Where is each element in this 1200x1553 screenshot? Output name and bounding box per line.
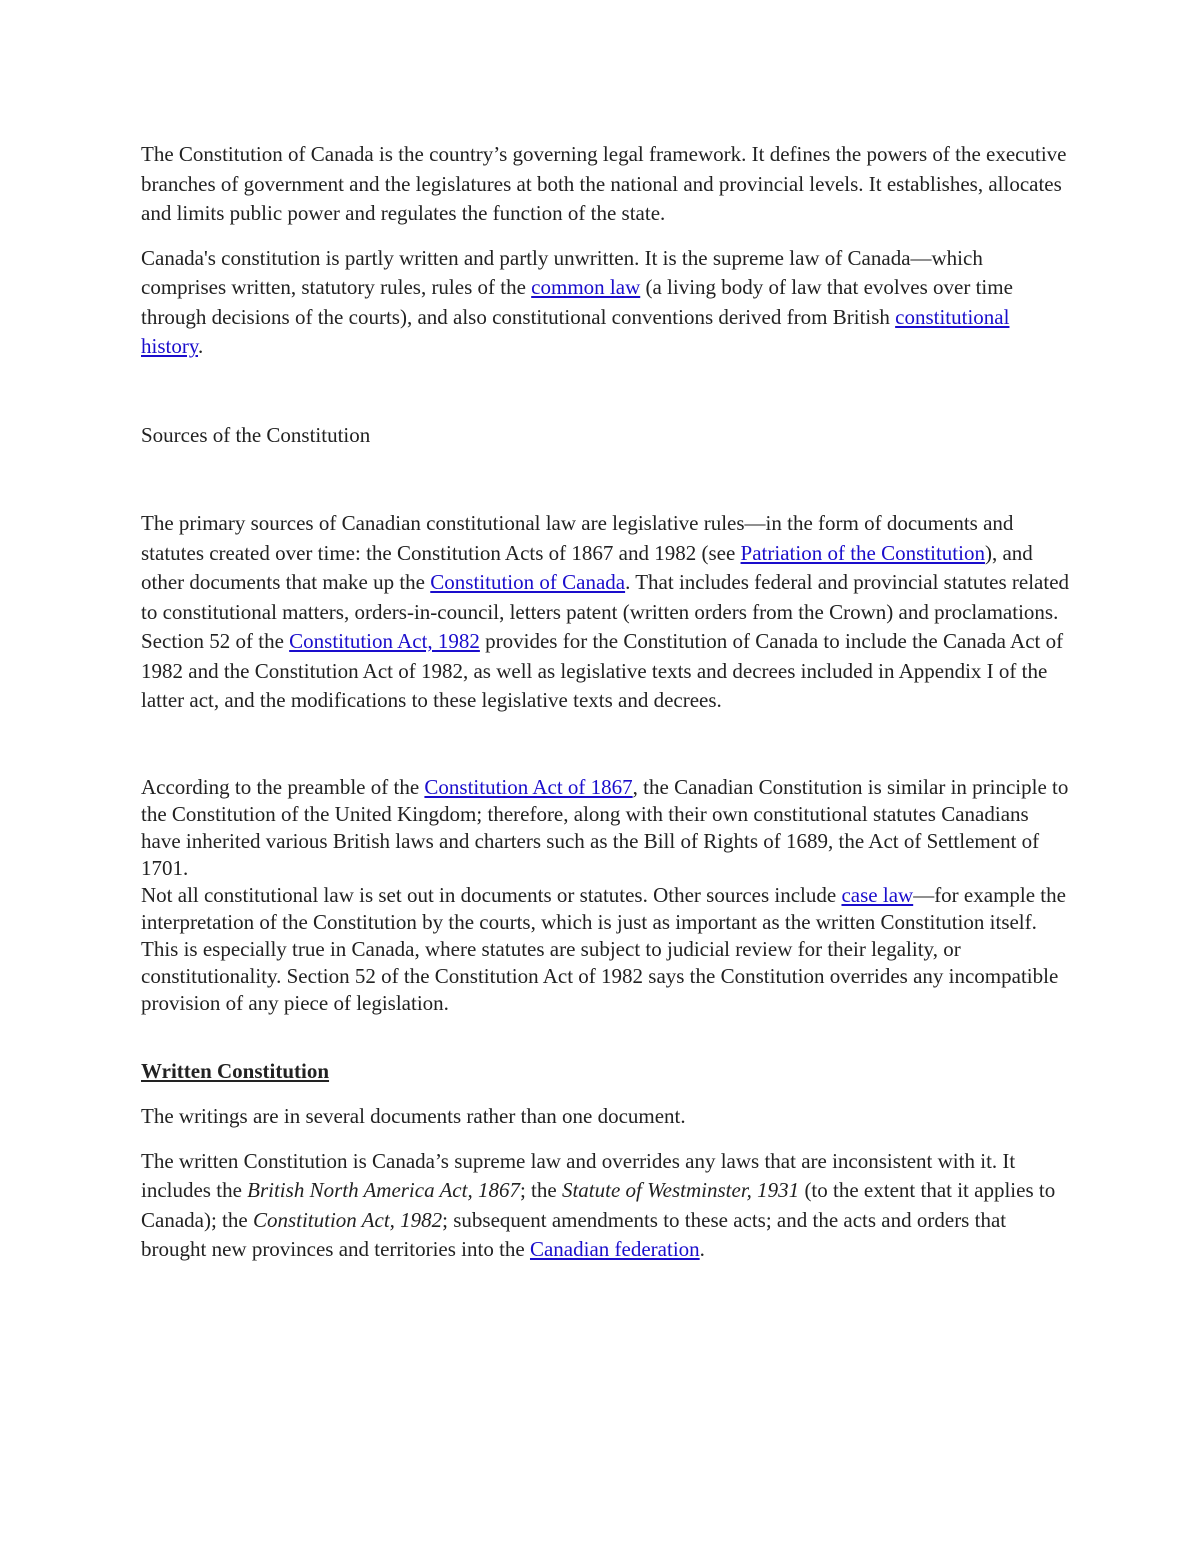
text-run: Not all constitutional law is set out in documents or statutes. Other sources include [141,882,842,907]
constitution-of-canada-link[interactable]: Constitution of Canada [430,570,626,594]
constitutional-history-link[interactable]: constitutional history [141,304,1010,358]
text-run: . [699,1237,705,1261]
constitution-act-1982-title: Constitution Act, 1982 [252,1207,443,1232]
sources-heading: Sources of the Constitution [141,422,371,447]
text-run: ), and other documents that make up the [141,540,1033,594]
primary-sources-paragraph [141,509,1071,716]
text-run: . That includes federal and provincial statutes related to constitutional matters, orders-in-council, letters patent (written orders from the Crown) and proclamations. Section 52 of the [141,570,1070,653]
text-run: Canada's constitution is partly written and partly unwritten. It is the supreme law of Canada—which comprises written, statutory rules, rules of the [141,245,983,299]
case-law-paragraph [141,882,1071,1017]
common-law-link[interactable]: common law [531,275,641,299]
statute-westminster-title: Statute of Westminster, 1931 [561,1178,800,1202]
writings-paragraph: The writings are in several documents rather than one document. [141,1104,686,1128]
intro-paragraph: The Constitution of Canada is the country’s governing legal framework. It defines the powers of the executive branches of government and the legislatures at both the national and provincial levels. It establishes, allocates and limits public power and regulates the function of the state. [141,142,1067,225]
text-run: (a living body of law that evolves over time through decisions of the courts), and also constitutional conventions derived from British [141,275,1013,329]
text-run: The primary sources of Canadian constitutional law are legislative rules—in the form of documents and statutes created over time: the Constitution Acts of 1867 and 1982 (see [141,511,1014,565]
document-page [141,140,1071,1265]
text-run: According to the preamble of the [141,774,425,799]
canadian-federation-link[interactable]: Canadian federation [529,1237,700,1261]
text-run: (to the extent that it applies to Canada); the [141,1178,1056,1232]
text-run: , the Canadian Constitution is similar in principle to the Constitution of the United Kingdom; therefore, along with their own constitutional statutes Canadians have inherited various British laws and charters such as the Bill of Rights of 1689, the Act of Settlement of 1701. [141,774,1069,880]
text-run: The written Constitution is Canada’s supreme law and overrides any laws that are inconsistent with it. It includes the [141,1148,1016,1202]
written-constitution-heading: Written Constitution [141,1058,330,1083]
case-law-link[interactable]: case law [841,882,914,907]
text-run: —for example the interpretation of the Constitution by the courts, which is just as important as the written Constitution itself. This is especially true in Canada, where statutes are subject to judicial review for their legality, or constitutionality. Section 52 of the Constitution Act of 1982 says the Constitution overrides any incompatible provision of any piece of legislation. [141,882,1066,1015]
bna-act-title: British North America Act, 1867 [247,1178,520,1202]
written-constitution-paragraph [141,1147,1071,1265]
constitution-act-1982-link[interactable]: Constitution Act, 1982 [289,629,480,653]
text-run: ; the [519,1178,562,1202]
written-unwritten-paragraph [141,244,1071,362]
text-run: provides for the Constitution of Canada to include the Canada Act of 1982 and the Constitution Act of 1982, as well as legislative texts and decrees included in Appendix I of the latter act, and the modifications to these legislative texts and decrees. [141,629,1064,712]
text-run: . [197,334,204,358]
patriation-link[interactable]: Patriation of the Constitution [740,540,985,565]
text-run: ; subsequent amendments to these acts; and the acts and orders that brought new provinces and territories into the [141,1207,1007,1261]
preamble-paragraph [141,774,1071,882]
constitution-act-1867-link[interactable]: Constitution Act of 1867 [424,774,633,799]
